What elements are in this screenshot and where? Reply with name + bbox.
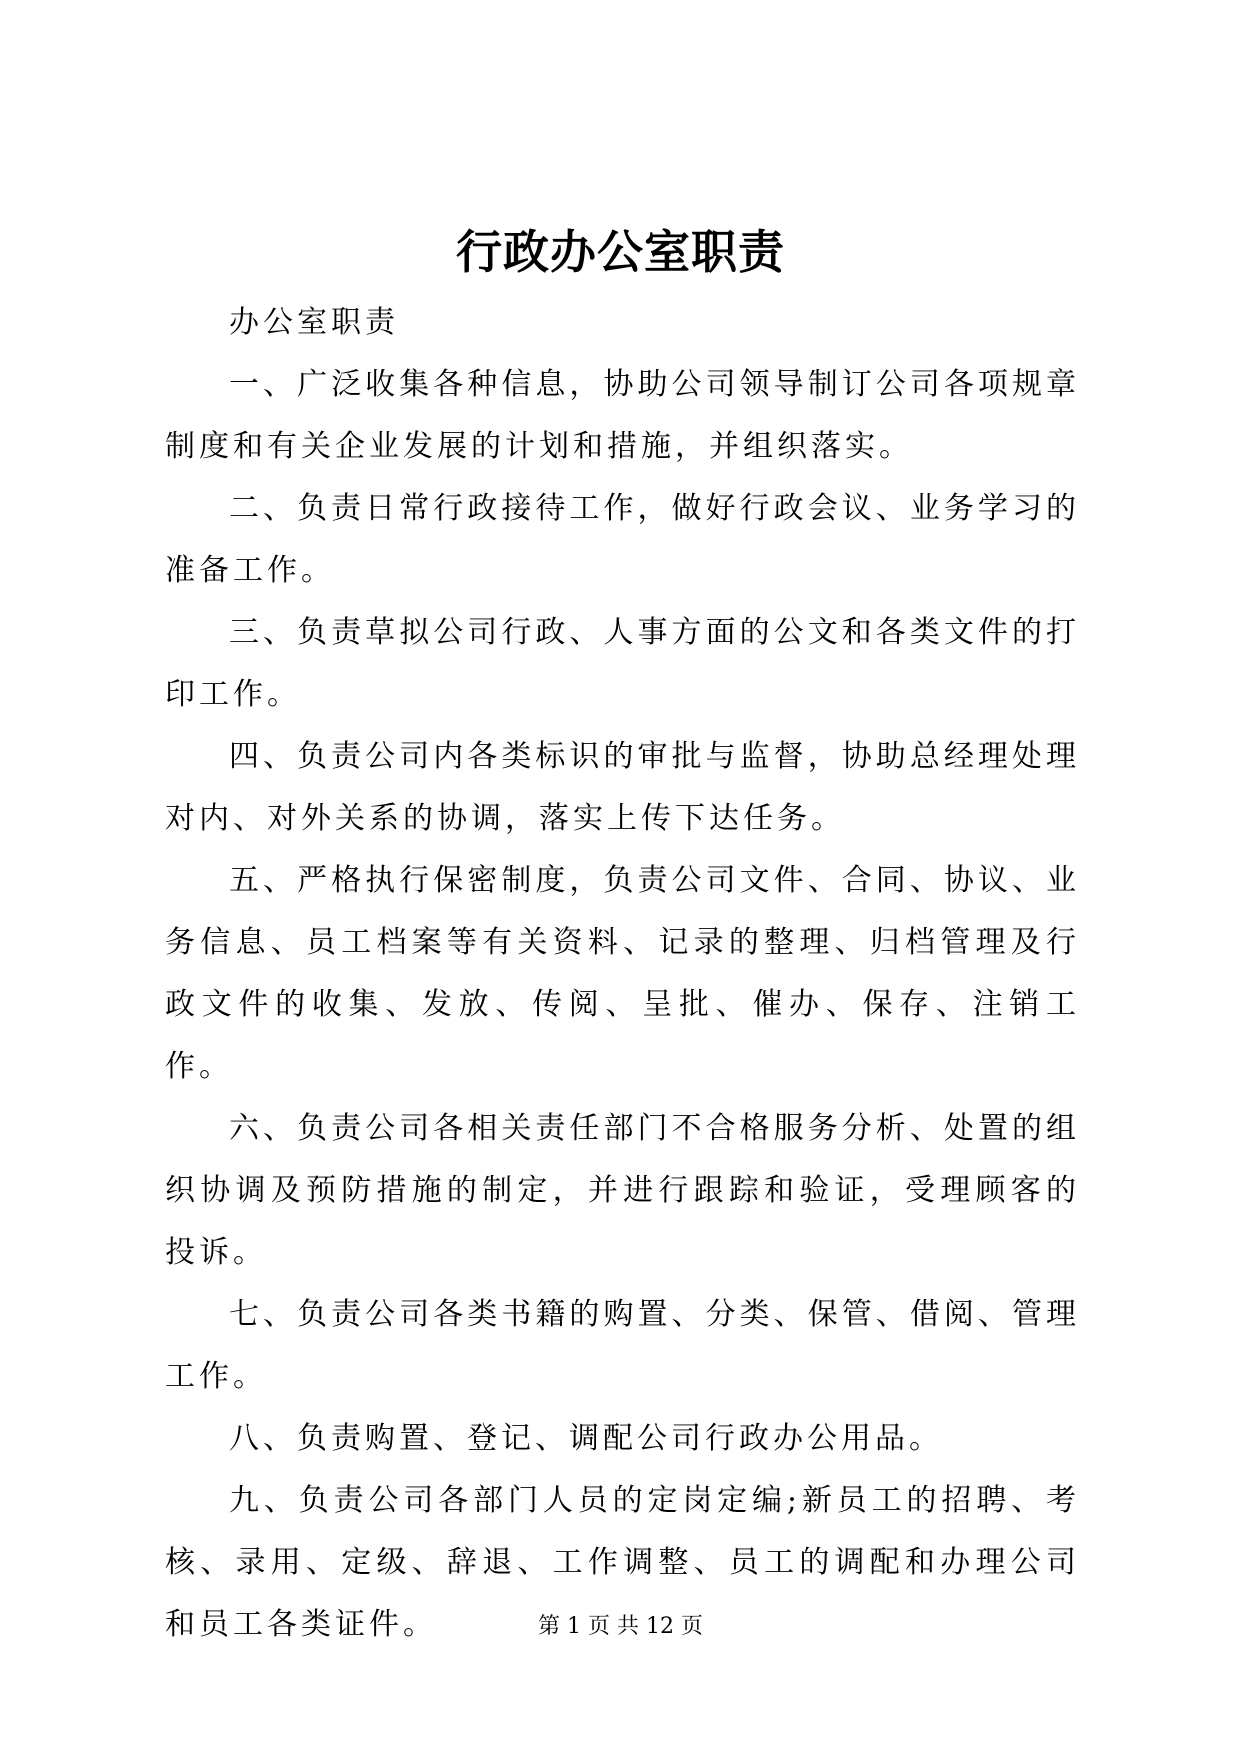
paragraph-item-6: 六、负责公司各相关责任部门不合格服务分析、处置的组织协调及预防措施的制定，并进行跟踪和验证，受理顾客的投诉。 <box>165 1111 1080 1270</box>
paragraph-item-5: 五、严格执行保密制度，负责公司文件、合同、协议、业务信息、员工档案等有关资料、记录的整理、归档管理及行政文件的收集、发放、传阅、呈批、催办、保存、注销工作。 <box>165 863 1080 1084</box>
page-footer: 第 1 页 共 12 页 <box>538 1614 703 1639</box>
paragraph-item-1: 一、广泛收集各种信息，协助公司领导制订公司各项规章制度和有关企业发展的计划和措施，并组织落实。 <box>165 367 1080 464</box>
paragraph-item-7: 七、负责公司各类书籍的购置、分类、保管、借阅、管理工作。 <box>165 1297 1080 1394</box>
paragraph-item-3: 三、负责草拟公司行政、人事方面的公文和各类文件的打印工作。 <box>165 615 1080 712</box>
paragraph-item-2: 二、负责日常行政接待工作，做好行政会议、业务学习的准备工作。 <box>165 491 1080 588</box>
paragraph-item-9: 九、负责公司各部门人员的定岗定编;新员工的招聘、考核、录用、定级、辞退、工作调整、员工的调配和办理公司和员工各类证件。 <box>165 1483 1080 1642</box>
paragraph-item-4: 四、负责公司内各类标识的审批与监督，协助总经理处理对内、对外关系的协调，落实上传下达任务。 <box>165 739 1080 836</box>
document-body <box>165 292 1080 1656</box>
document-title: 行政办公室职责 <box>456 225 785 279</box>
paragraph-item-8: 八、负责购置、登记、调配公司行政办公用品。 <box>229 1421 943 1456</box>
paragraph-heading: 办公室职责 <box>229 305 399 340</box>
